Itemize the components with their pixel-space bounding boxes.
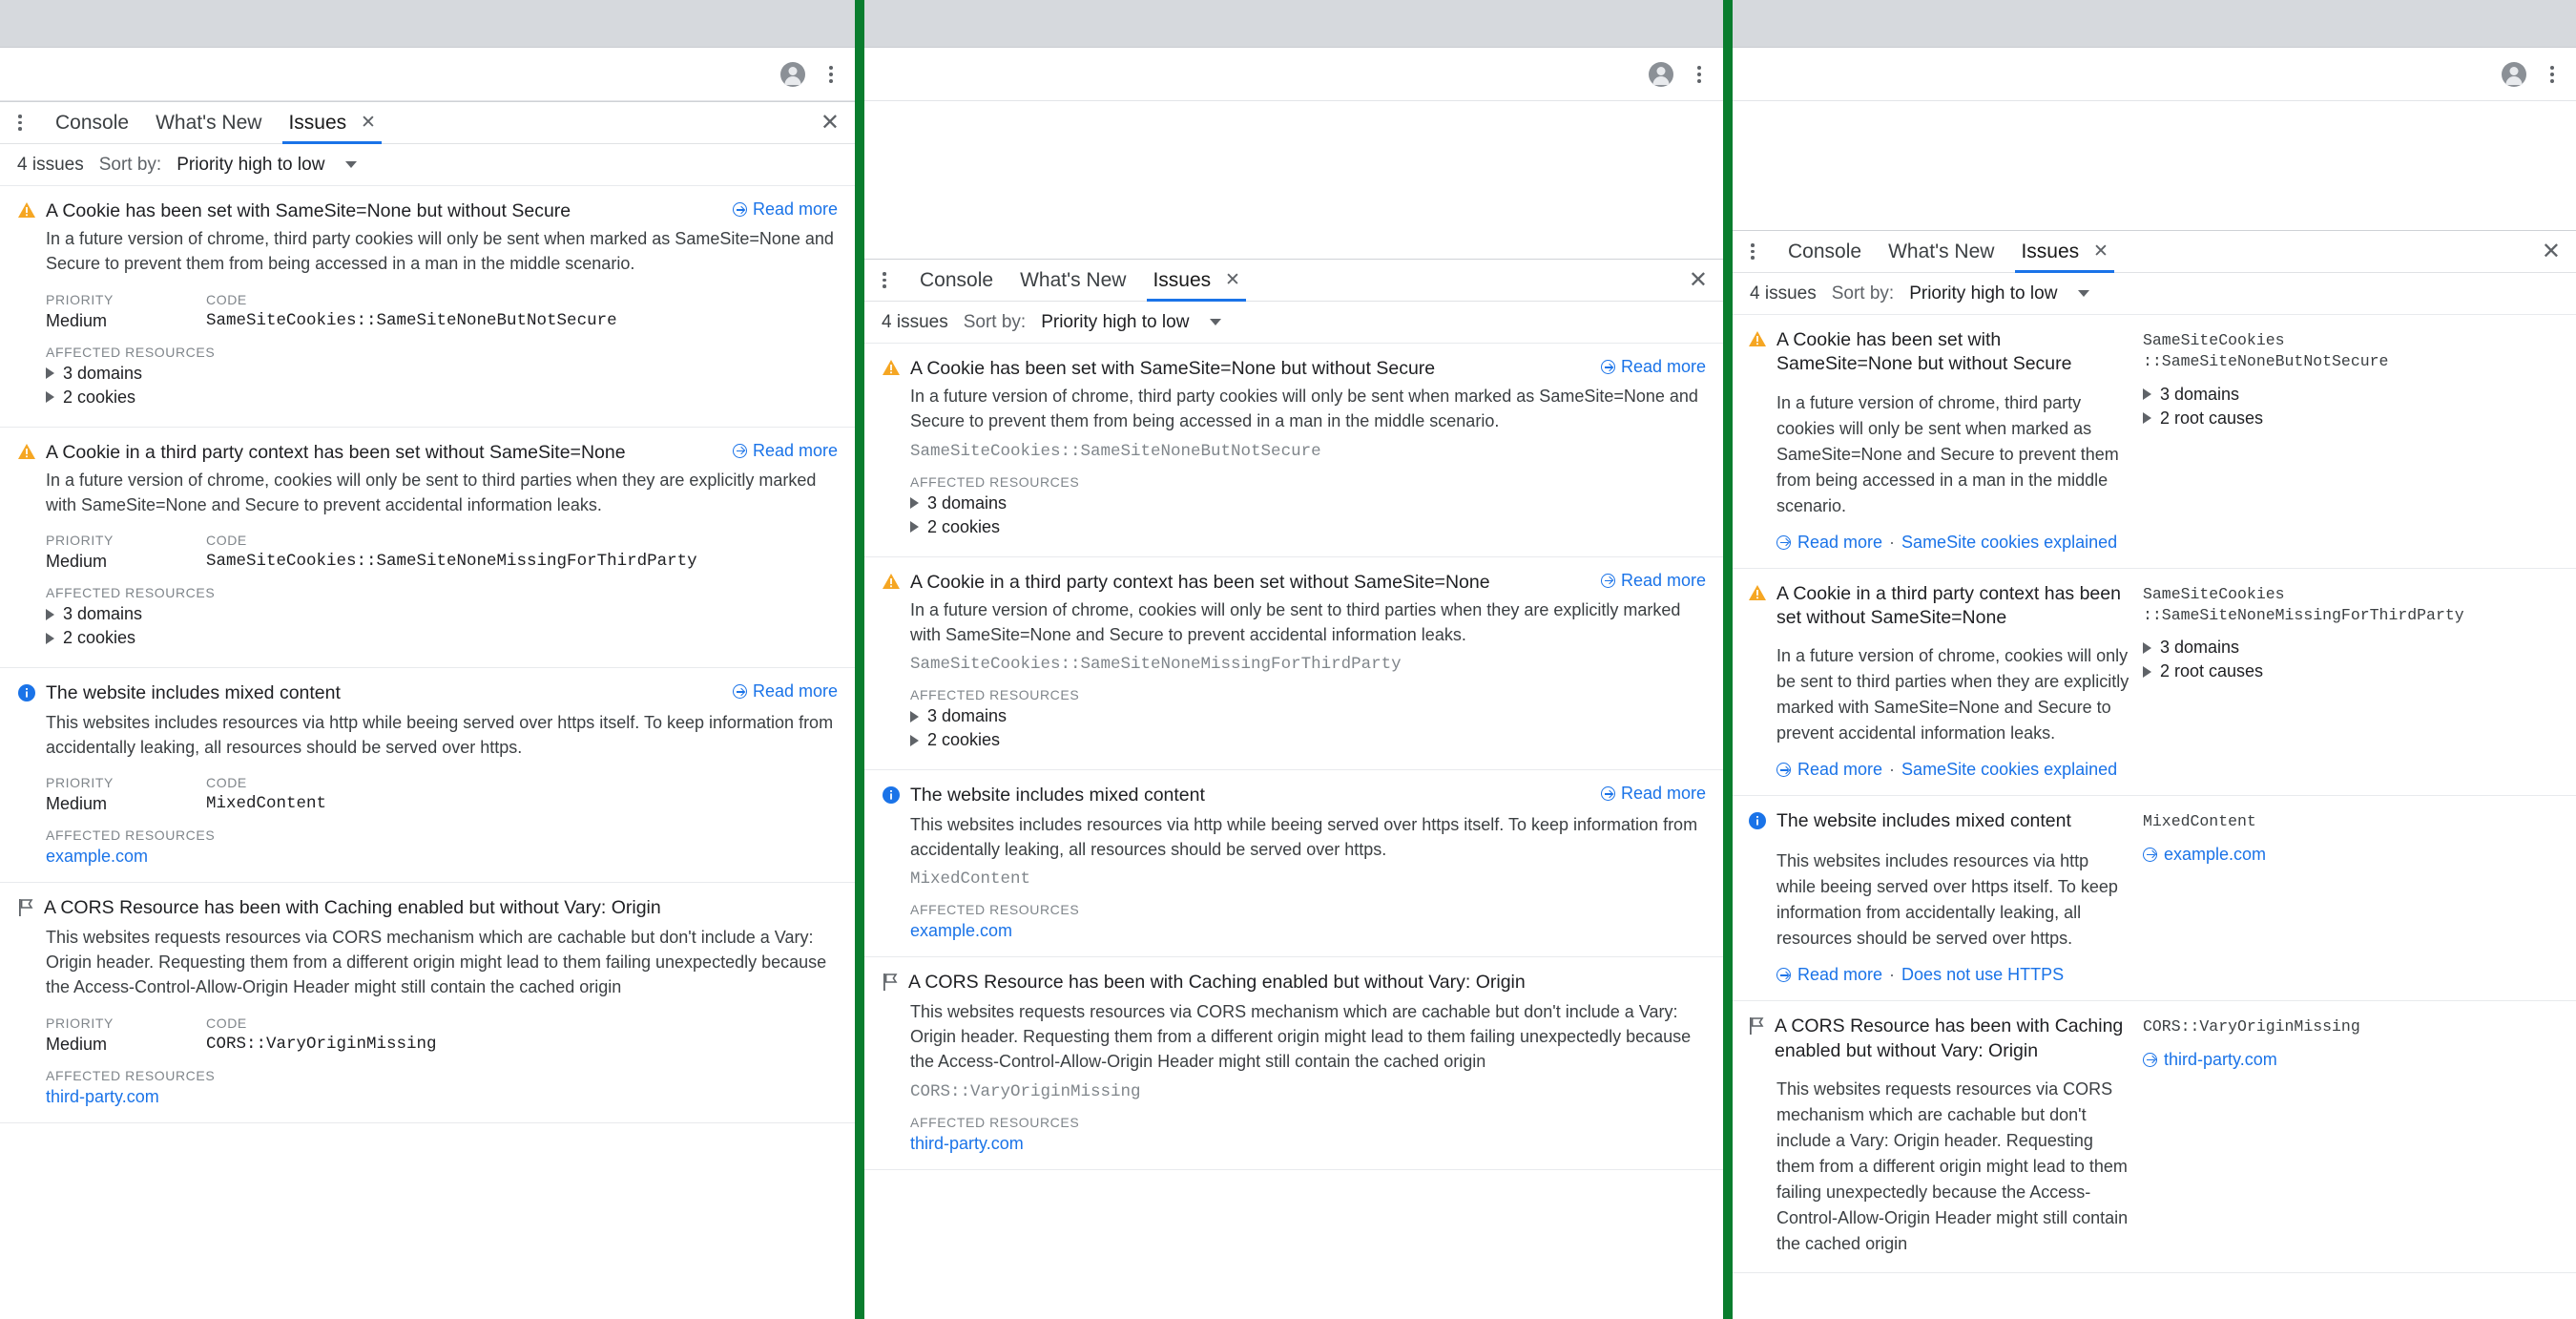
tab-issues[interactable] bbox=[2007, 231, 2121, 273]
read-more-link[interactable] bbox=[733, 199, 838, 220]
affected-resource-link[interactable] bbox=[2143, 845, 2266, 865]
flag-icon bbox=[17, 898, 34, 922]
affected-resource-label: example.com bbox=[2164, 844, 2267, 864]
browser-menu-icon[interactable] bbox=[1691, 62, 1708, 87]
affected-resource-label: 3 domains bbox=[63, 363, 143, 383]
affected-resource-label: 3 domains bbox=[927, 706, 1008, 726]
code-value-line1: SameSiteCookies bbox=[2143, 584, 2285, 603]
affected-resource-label: 3 domains bbox=[2160, 638, 2240, 658]
code-label: CODE bbox=[206, 291, 247, 307]
flag-icon bbox=[882, 973, 899, 996]
sort-label: Sort by: bbox=[963, 311, 1027, 332]
read-more-label: Read more bbox=[1620, 784, 1706, 804]
browser-toolbar bbox=[1733, 48, 2576, 101]
chevron-down-icon[interactable] bbox=[1210, 319, 1221, 325]
code-value: CORS::VaryOriginMissing bbox=[910, 1081, 1141, 1101]
devtools-tab-bar bbox=[864, 260, 1723, 302]
warning-icon bbox=[882, 359, 901, 381]
issue-count: 4 issues bbox=[17, 154, 84, 175]
affected-resource-label: 2 cookies bbox=[927, 516, 1001, 536]
affected-resource-link[interactable]: third-party.com bbox=[910, 1133, 1024, 1153]
code-value: MixedContent bbox=[206, 794, 327, 814]
issue-title: The website includes mixed content bbox=[910, 785, 1205, 806]
panel-separator bbox=[1723, 0, 1733, 1319]
issues-toolbar bbox=[864, 302, 1723, 344]
link-separator: · bbox=[1889, 965, 1896, 985]
info-icon bbox=[882, 785, 901, 809]
code-value-line2: ::SameSiteNoneMissingForThirdParty bbox=[2143, 605, 2464, 624]
issue-title: A CORS Resource has been with Caching enabled but without Vary: Origin bbox=[1775, 1015, 2124, 1061]
affected-resource-label: 3 domains bbox=[63, 604, 143, 624]
page-viewport bbox=[1733, 101, 2576, 230]
tab-console[interactable] bbox=[906, 260, 1007, 302]
priority-label: PRIORITY bbox=[46, 533, 114, 549]
drawer-close-icon[interactable]: ✕ bbox=[1688, 266, 1708, 293]
priority-value: Medium bbox=[46, 1034, 108, 1054]
issue-row[interactable] bbox=[864, 957, 1723, 1169]
drawer-more-icon[interactable] bbox=[10, 110, 31, 136]
affected-resource-domains[interactable] bbox=[910, 706, 1706, 726]
issue-description: This websites includes resources via http while beeing served over https itself. To keep information from accidentally leaking, all resources should be served over https. bbox=[46, 713, 834, 758]
sort-select[interactable]: Priority high to low bbox=[1909, 283, 2058, 304]
issue-row[interactable] bbox=[0, 668, 855, 883]
affected-resource-link[interactable] bbox=[2143, 1050, 2277, 1070]
tab-whats-new[interactable] bbox=[142, 102, 275, 144]
tab-console-label: Console bbox=[1788, 240, 1862, 262]
drawer-more-icon[interactable] bbox=[1742, 239, 1763, 265]
devtools-drawer bbox=[864, 259, 1723, 1170]
external-link-icon bbox=[1776, 763, 1791, 777]
variant-panel-3 bbox=[1733, 0, 2576, 1319]
expand-triangle-icon[interactable] bbox=[910, 497, 919, 509]
affected-resource-domains[interactable] bbox=[2143, 638, 2561, 658]
tab-issues-close-icon[interactable]: ✕ bbox=[360, 112, 376, 133]
read-more-label: Read more bbox=[752, 440, 838, 460]
sort-label: Sort by: bbox=[1831, 283, 1895, 304]
code-value: CORS::VaryOriginMissing bbox=[206, 1034, 437, 1054]
code-label: CODE bbox=[206, 775, 247, 791]
affected-resource-label: 2 cookies bbox=[63, 387, 136, 407]
page-viewport bbox=[864, 101, 1723, 259]
read-more-link[interactable] bbox=[1601, 784, 1706, 804]
tab-console-label: Console bbox=[920, 268, 994, 291]
link-separator: · bbox=[1889, 760, 1896, 780]
tab-whats-new[interactable] bbox=[1007, 260, 1139, 302]
expand-triangle-icon[interactable] bbox=[910, 735, 919, 746]
read-more-link[interactable]: Read more bbox=[1797, 532, 1883, 552]
issue-description: In a future version of chrome, cookies will only be sent to third parties when they are explicitly marked with SameSite=None and Secure to prevent accidental information leaks. bbox=[1776, 646, 2129, 743]
expand-triangle-icon[interactable] bbox=[2143, 642, 2151, 654]
tab-whats-new-label: What's New bbox=[1888, 240, 1995, 262]
issue-description: This websites includes resources via http while beeing served over https itself. To keep information from accidentally leaking, all resources should be served over https. bbox=[910, 815, 1698, 860]
external-link-icon bbox=[1776, 968, 1791, 982]
read-more-label: Read more bbox=[752, 681, 838, 701]
tab-whats-new-label: What's New bbox=[156, 111, 262, 134]
devtools-tab-bar bbox=[0, 102, 855, 144]
address-bar[interactable] bbox=[885, 58, 1618, 91]
expand-triangle-icon[interactable] bbox=[910, 711, 919, 722]
read-more-link[interactable] bbox=[1601, 357, 1706, 377]
warning-icon bbox=[17, 443, 36, 465]
priority-value: Medium bbox=[46, 310, 108, 330]
info-icon bbox=[17, 683, 36, 707]
warning-icon bbox=[1748, 330, 1767, 352]
issue-row[interactable] bbox=[864, 770, 1723, 957]
affected-resource-label: 3 domains bbox=[927, 492, 1008, 513]
affected-resources-label: AFFECTED RESOURCES bbox=[910, 902, 1080, 918]
issue-description: In a future version of chrome, cookies will only be sent to third parties when they are explicitly marked with SameSite=None and Secure to prevent accidental information leaks. bbox=[910, 599, 1681, 644]
issue-row[interactable] bbox=[0, 428, 855, 669]
code-value: SameSiteCookies::SameSiteNoneMissingForThirdParty bbox=[206, 552, 697, 572]
issues-toolbar bbox=[0, 144, 855, 186]
tab-issues-label: Issues bbox=[1153, 268, 1212, 291]
issue-row[interactable] bbox=[0, 883, 855, 1122]
priority-value: Medium bbox=[46, 552, 108, 572]
sort-label: Sort by: bbox=[98, 154, 162, 175]
warning-icon bbox=[17, 201, 36, 223]
read-more-label: Read more bbox=[752, 199, 838, 219]
issue-title: The website includes mixed content bbox=[1776, 810, 2071, 832]
affected-resource-cookies[interactable] bbox=[46, 628, 838, 648]
issue-description: This websites includes resources via http while beeing served over https itself. To keep information from accidentally leaking, all resources should be served over https. bbox=[1776, 851, 2118, 949]
affected-resource-label: third-party.com bbox=[2164, 1049, 2277, 1069]
sort-select[interactable]: Priority high to low bbox=[1041, 311, 1190, 332]
code-value: SameSiteCookies::SameSiteNoneMissingForThirdParty bbox=[910, 655, 1402, 675]
external-link-icon bbox=[1601, 574, 1615, 588]
priority-label: PRIORITY bbox=[46, 775, 114, 791]
issue-title: A Cookie has been set with SameSite=None but without Secure bbox=[910, 358, 1436, 379]
affected-resource-cookies[interactable] bbox=[46, 387, 838, 408]
samesite-explained-link[interactable]: SameSite cookies explained bbox=[1901, 532, 2118, 552]
variant-panel-1 bbox=[0, 0, 855, 1319]
info-icon bbox=[1748, 811, 1767, 835]
issue-row[interactable] bbox=[0, 186, 855, 428]
drawer-more-icon[interactable] bbox=[874, 267, 895, 294]
issue-title: A Cookie in a third party context has been set without SameSite=None bbox=[910, 571, 1490, 593]
address-bar[interactable] bbox=[21, 58, 750, 91]
code-value-line1: MixedContent bbox=[2143, 812, 2256, 831]
devtools-drawer bbox=[1733, 230, 2576, 1273]
affected-resource-label: 3 domains bbox=[2160, 384, 2240, 404]
code-label: CODE bbox=[206, 1015, 247, 1031]
tab-issues[interactable] bbox=[275, 102, 388, 144]
affected-resources-label: AFFECTED RESOURCES bbox=[46, 1067, 216, 1083]
issue-description: This websites requests resources via CORS mechanism which are cachable but don't include a Vary: Origin header. Requesting them from a different origin might lead to them failing unexpectedly because the Access-Control-Allow-Origin Header might still contain the cached origin bbox=[910, 1002, 1692, 1072]
priority-label: PRIORITY bbox=[46, 291, 114, 307]
issue-title: A Cookie has been set with SameSite=None but without Secure bbox=[1776, 329, 2072, 375]
external-link-icon bbox=[1776, 535, 1791, 550]
affected-resources-label: AFFECTED RESOURCES bbox=[46, 827, 216, 844]
code-value: SameSiteCookies::SameSiteNoneButNotSecure bbox=[206, 310, 617, 330]
tab-console[interactable] bbox=[1775, 231, 1875, 273]
tab-console-label: Console bbox=[55, 111, 130, 134]
issue-title: A Cookie in a third party context has been set without SameSite=None bbox=[1776, 582, 2121, 629]
external-link-icon bbox=[733, 444, 747, 458]
expand-triangle-icon[interactable] bbox=[46, 391, 54, 403]
panel-separator bbox=[855, 0, 864, 1319]
affected-resource-link[interactable]: example.com bbox=[910, 921, 1013, 941]
does-not-use-https-link[interactable]: Does not use HTTPS bbox=[1901, 965, 2065, 985]
affected-resource-link[interactable]: example.com bbox=[46, 847, 149, 867]
issue-row[interactable] bbox=[1733, 315, 2576, 569]
tab-console[interactable] bbox=[42, 102, 142, 144]
external-link-icon bbox=[733, 202, 747, 217]
tab-issues[interactable] bbox=[1139, 260, 1253, 302]
browser-toolbar bbox=[0, 48, 855, 101]
issue-title: The website includes mixed content bbox=[46, 682, 341, 704]
code-value-line2: ::SameSiteNoneButNotSecure bbox=[2143, 352, 2389, 371]
issue-row[interactable] bbox=[1733, 1001, 2576, 1273]
expand-triangle-icon[interactable] bbox=[46, 609, 54, 620]
issue-row[interactable] bbox=[864, 344, 1723, 557]
affected-resource-label: 2 cookies bbox=[63, 628, 136, 648]
priority-label: PRIORITY bbox=[46, 1015, 114, 1031]
read-more-link[interactable] bbox=[1601, 571, 1706, 591]
external-link-icon bbox=[733, 684, 747, 699]
issue-description: In a future version of chrome, third party cookies will only be sent when marked as SameSite=None and Secure to prevent them from being accessed in a man in the middle scenario. bbox=[1776, 392, 2119, 515]
drawer-close-icon[interactable]: ✕ bbox=[820, 109, 840, 136]
code-value-line1: CORS::VaryOriginMissing bbox=[2143, 1017, 2360, 1036]
issue-row[interactable] bbox=[1733, 796, 2576, 1001]
drawer-close-icon[interactable]: ✕ bbox=[2541, 238, 2561, 264]
issue-description: In a future version of chrome, cookies will only be sent to third parties when they are explicitly marked with SameSite=None and Secure to prevent accidental information leaks. bbox=[46, 470, 817, 514]
tab-issues-close-icon[interactable]: ✕ bbox=[1224, 269, 1240, 290]
affected-resource-domains[interactable] bbox=[46, 604, 838, 624]
root-causes-row[interactable] bbox=[2143, 408, 2561, 429]
tab-issues-label: Issues bbox=[288, 111, 347, 134]
read-more-label: Read more bbox=[1620, 570, 1706, 590]
issue-title: A CORS Resource has been with Caching enabled but without Vary: Origin bbox=[44, 897, 661, 919]
external-link-icon bbox=[1601, 786, 1615, 801]
affected-resource-domains[interactable] bbox=[2143, 385, 2561, 405]
browser-menu-icon[interactable] bbox=[2544, 62, 2561, 87]
browser-menu-icon[interactable] bbox=[822, 62, 840, 87]
affected-resource-cookies[interactable] bbox=[910, 517, 1706, 537]
read-more-link[interactable] bbox=[733, 441, 838, 461]
priority-value: Medium bbox=[46, 794, 108, 814]
sort-select[interactable]: Priority high to low bbox=[177, 154, 325, 175]
issue-count: 4 issues bbox=[882, 311, 948, 332]
read-more-link[interactable]: Read more bbox=[1797, 760, 1883, 780]
variant-panel-2 bbox=[864, 0, 1723, 1319]
issue-description: In a future version of chrome, third party cookies will only be sent when marked as SameSite=None and Secure to prevent them from being accessed in a man in the middle scenario. bbox=[46, 229, 834, 274]
chevron-down-icon[interactable] bbox=[2078, 290, 2089, 297]
address-bar[interactable] bbox=[1754, 58, 2471, 91]
issue-count: 4 issues bbox=[1750, 283, 1817, 304]
expand-triangle-icon[interactable] bbox=[46, 367, 54, 379]
affected-resource-link[interactable]: third-party.com bbox=[46, 1086, 159, 1106]
expand-triangle-icon[interactable] bbox=[2143, 666, 2151, 678]
read-more-link[interactable]: Read more bbox=[1797, 965, 1883, 985]
affected-resource-domains[interactable] bbox=[46, 364, 838, 384]
tab-whats-new-label: What's New bbox=[1020, 268, 1127, 291]
affected-resource-domains[interactable] bbox=[910, 493, 1706, 513]
devtools-drawer bbox=[0, 101, 855, 1123]
issue-description: This websites requests resources via CORS mechanism which are cachable but don't include a Vary: Origin header. Requesting them from a different origin might lead to them failing unexpectedly because the Access-Control-Allow-Origin Header might still contain the cached origin bbox=[46, 928, 827, 997]
browser-toolbar bbox=[864, 48, 1723, 101]
issues-toolbar bbox=[1733, 273, 2576, 315]
issue-title: A Cookie has been set with SameSite=None but without Secure bbox=[46, 200, 571, 221]
issue-description: This websites requests resources via CORS mechanism which are cachable but don't include a Vary: Origin header. Requesting them from a different origin might lead to them failing unexpectedly because the Access-Control-Allow-Origin Header might still contain the cached origin bbox=[1776, 1079, 2129, 1254]
read-more-link[interactable] bbox=[733, 681, 838, 701]
issue-title: A Cookie in a third party context has been set without SameSite=None bbox=[46, 441, 626, 463]
code-label: CODE bbox=[206, 533, 247, 549]
link-separator: · bbox=[1889, 532, 1896, 552]
affected-resources-label: AFFECTED RESOURCES bbox=[910, 687, 1080, 703]
affected-resource-label: 2 cookies bbox=[927, 730, 1001, 750]
chevron-down-icon[interactable] bbox=[345, 161, 357, 168]
expand-triangle-icon[interactable] bbox=[46, 633, 54, 644]
warning-icon bbox=[1748, 584, 1767, 606]
tab-whats-new[interactable] bbox=[1875, 231, 2007, 273]
external-link-icon bbox=[2143, 1053, 2157, 1067]
code-value: MixedContent bbox=[910, 869, 1031, 890]
browser-tab-strip[interactable] bbox=[864, 0, 1723, 48]
code-value: SameSiteCookies::SameSiteNoneButNotSecure bbox=[910, 441, 1321, 461]
issue-row[interactable] bbox=[864, 557, 1723, 771]
root-causes-label: 2 root causes bbox=[2160, 661, 2264, 681]
profile-avatar[interactable] bbox=[2502, 62, 2526, 87]
flag-icon bbox=[1748, 1016, 1765, 1040]
affected-resource-cookies[interactable] bbox=[910, 730, 1706, 750]
code-value-line1: SameSiteCookies bbox=[2143, 331, 2285, 349]
root-causes-label: 2 root causes bbox=[2160, 408, 2264, 428]
profile-avatar[interactable] bbox=[1649, 62, 1673, 87]
issue-title: A CORS Resource has been with Caching enabled but without Vary: Origin bbox=[908, 972, 1526, 994]
tab-issues-label: Issues bbox=[2021, 240, 2080, 262]
affected-resources-label: AFFECTED RESOURCES bbox=[46, 585, 216, 601]
affected-resources-label: AFFECTED RESOURCES bbox=[910, 473, 1080, 490]
warning-icon bbox=[882, 573, 901, 595]
external-link-icon bbox=[2143, 848, 2157, 862]
expand-triangle-icon[interactable] bbox=[910, 521, 919, 533]
issue-row[interactable] bbox=[1733, 569, 2576, 797]
expand-triangle-icon[interactable] bbox=[2143, 388, 2151, 400]
issue-description: In a future version of chrome, third party cookies will only be sent when marked as SameSite=None and Secure to prevent them from being accessed in a man in the middle scenario. bbox=[910, 387, 1698, 431]
root-causes-row[interactable] bbox=[2143, 661, 2561, 681]
affected-resources-label: AFFECTED RESOURCES bbox=[46, 344, 216, 360]
samesite-explained-link[interactable]: SameSite cookies explained bbox=[1901, 760, 2118, 780]
affected-resources-label: AFFECTED RESOURCES bbox=[910, 1114, 1080, 1130]
expand-triangle-icon[interactable] bbox=[2143, 412, 2151, 424]
profile-avatar[interactable] bbox=[780, 62, 805, 87]
tab-issues-close-icon[interactable]: ✕ bbox=[2092, 241, 2109, 262]
devtools-tab-bar bbox=[1733, 231, 2576, 273]
external-link-icon bbox=[1601, 360, 1615, 374]
browser-tab-strip[interactable] bbox=[1733, 0, 2576, 48]
read-more-label: Read more bbox=[1620, 357, 1706, 376]
browser-tab-strip[interactable] bbox=[0, 0, 855, 48]
